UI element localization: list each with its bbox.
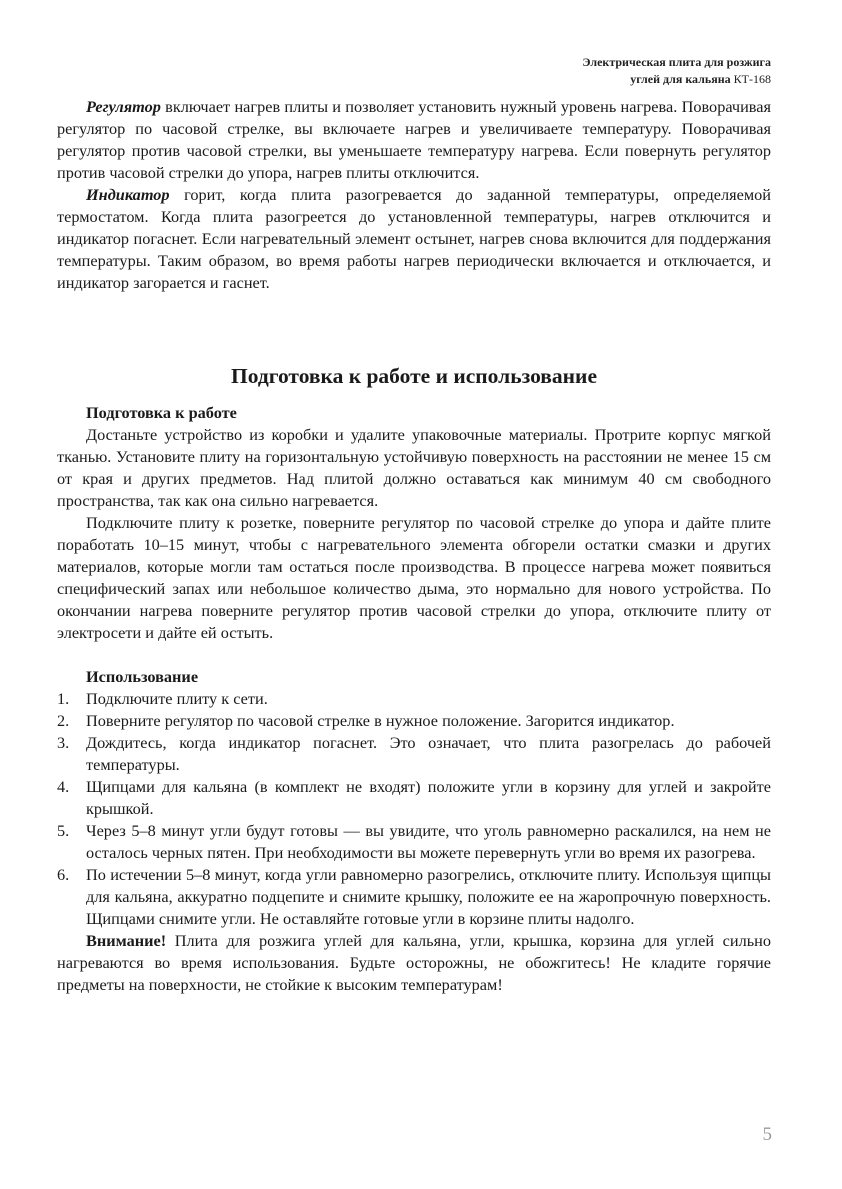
- usage-steps-list: [57, 688, 771, 930]
- usage-step: [57, 820, 771, 864]
- running-header: [582, 54, 771, 88]
- step-number: 4.: [57, 777, 70, 796]
- running-header-line-2: [582, 71, 771, 88]
- step-text: Дождитесь, когда индикатор погаснет. Это означает, что плита разогрелась до рабочей температуры.: [86, 733, 771, 774]
- preparation-paragraph-2: Подключите плиту к розетке, поверните регулятор по часовой стрелке до упора и дайте плите поработать 10–15 минут, чтобы с нагревательного элемента обгорели остатки смазки и других материалов, которые могли там остаться после производства. В процессе нагрева может появиться специфический запах или небольшое количество дыма, это нормально для нового устройства. По окончании нагрева поверните регулятор против часовой стрелки до упора, отключите плиту от электросети и дайте ей остыть.: [57, 513, 771, 642]
- model-number: КТ-168: [733, 72, 771, 86]
- usage-step: [57, 732, 771, 776]
- preparation-paragraph-1: Достаньте устройство из коробки и удалите упаковочные материалы. Протрите корпус мягкой тканью. Установите плиту на горизонтальную устойчивую поверхность на расстоянии не менее 15 см от края и других предметов. Над плитой должно оставаться как минимум 40 см свободного пространства, так как она сильно нагревается.: [57, 425, 771, 510]
- usage-step: [57, 776, 771, 820]
- warning-paragraph: [57, 930, 771, 996]
- step-text: Подключите плиту к сети.: [86, 689, 268, 708]
- step-number: 3.: [57, 733, 70, 752]
- running-header-line-1: Электрическая плита для розжига: [582, 55, 771, 69]
- warning-text: Плита для розжига углей для кальяна, угли, крышка, корзина для углей сильно нагреваются во время использования. Будьте осторожны, не обожгитесь! Не кладите горячие предметы на поверхности, не стойкие к высоким температурам!: [57, 931, 771, 994]
- regulator-term: Регулятор: [86, 97, 161, 116]
- indicator-paragraph: [57, 184, 771, 294]
- warning-label: Внимание!: [86, 931, 167, 950]
- usage-step: [57, 710, 771, 732]
- step-text: Щипцами для кальяна (в комплект не входят) положите угли в корзину для углей и закройте крышкой.: [86, 777, 771, 818]
- step-number: 2.: [57, 711, 70, 730]
- running-header-product: углей для кальяна: [630, 72, 731, 86]
- regulator-paragraph: [57, 96, 771, 184]
- step-number: 1.: [57, 689, 70, 708]
- page-number: 5: [762, 1124, 772, 1145]
- usage-heading: Использование: [86, 667, 199, 686]
- usage-step: [57, 864, 771, 930]
- step-text: Поверните регулятор по часовой стрелке в нужное положение. Загорится индикатор.: [86, 711, 675, 730]
- usage-step: [57, 688, 771, 710]
- step-text: Через 5–8 минут угли будут готовы — вы увидите, что уголь равномерно раскалился, на нем не осталось черных пятен. При необходимости вы можете перевернуть угли во время их разогрева.: [86, 821, 771, 862]
- indicator-description: горит, когда плита разогревается до заданной температуры, определяемой термостатом. Когда плита разогреется до установленной температуры, нагрев отключится и индикатор погаснет. Если нагревательный элемент остынет, нагрев снова включится для поддержания температуры. Таким образом, во время работы нагрев периодически включается и отключается, и индикатор загорается и гаснет.: [57, 185, 771, 292]
- indicator-term: Индикатор: [86, 185, 170, 204]
- regulator-description: включает нагрев плиты и позволяет установить нужный уровень нагрева. Поворачивая регулятор по часовой стрелке, вы включаете нагрев и увеличиваете температуру. Поворачивая регулятор против часовой стрелки, вы уменьшаете температуру нагрева. Если повернуть регулятор против часовой стрелки до упора, нагрев плиты отключится.: [57, 97, 771, 182]
- step-number: 6.: [57, 865, 70, 884]
- step-text: По истечении 5–8 минут, когда угли равномерно разогрелись, отключите плиту. Используя щипцы для кальяна, аккуратно подцепите и снимите крышку, положите ее на жаропрочную поверхность. Щипцами снимите угли. Не оставляйте готовые угли в корзине плиты надолго.: [86, 865, 771, 928]
- section-title: Подготовка к работе и использование: [231, 364, 597, 388]
- preparation-heading: Подготовка к работе: [86, 403, 237, 422]
- page-body: [57, 96, 771, 996]
- step-number: 5.: [57, 821, 70, 840]
